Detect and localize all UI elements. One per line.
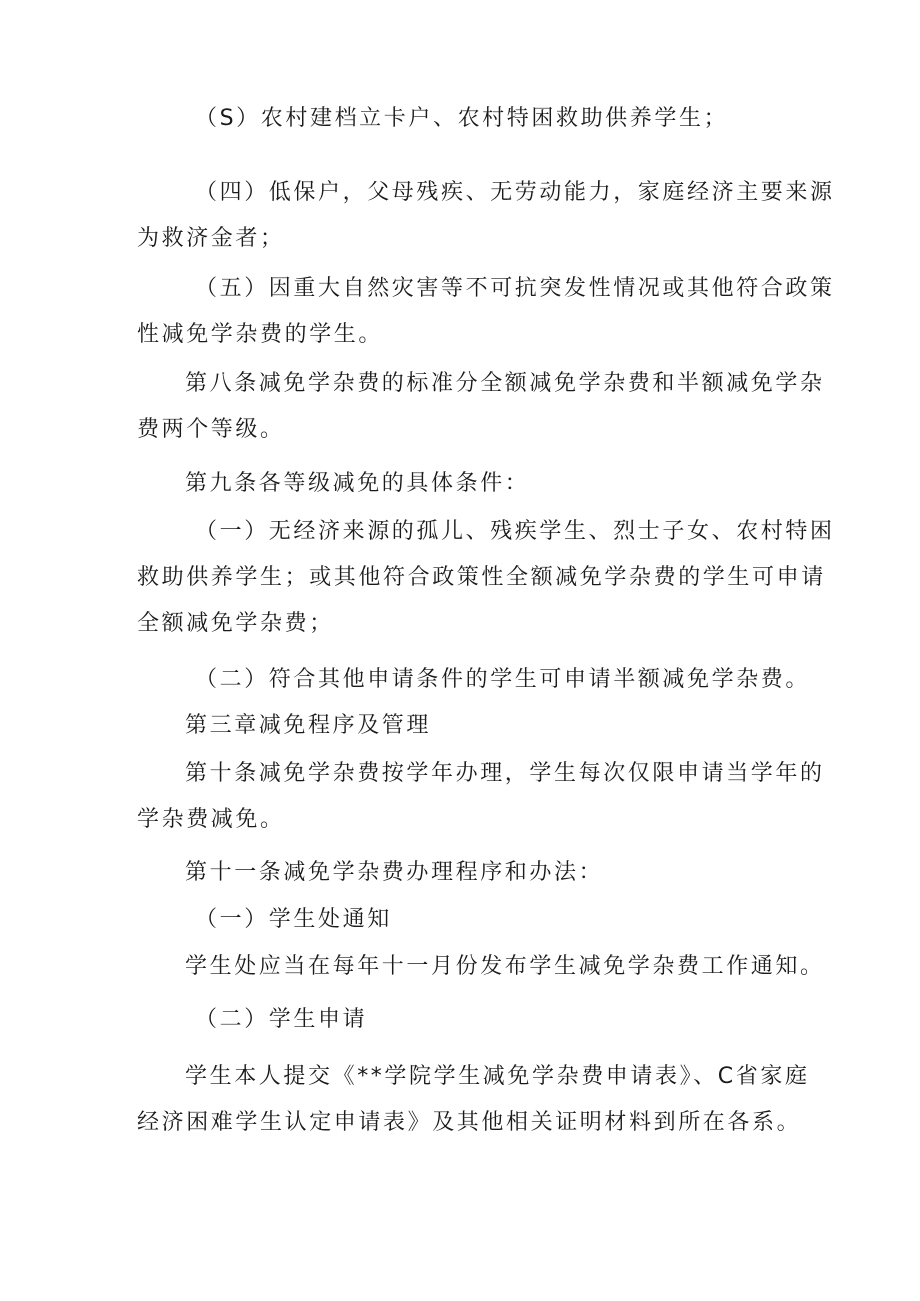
text-line: 学生处应当在每年十一月份发布学生减免学杂费工作通知。: [185, 954, 825, 979]
text-line: 救助供养学生；或其他符合政策性全额减免学杂费的学生可申请: [137, 565, 826, 590]
text-line: 为救济金者；: [137, 226, 285, 251]
text-line: 经济困难学生认定申请表》及其他相关证明材料到所在各系。: [137, 1110, 802, 1135]
item-four-paragraph: [137, 170, 835, 262]
text-line: 性减免学杂费的学生。: [137, 322, 384, 347]
text-line: 第九条各等级减免的具体条件：: [185, 471, 530, 496]
text-line: 费两个等级。: [137, 417, 285, 442]
text-line: 第三章减免程序及管理: [185, 713, 432, 738]
article-eleven-paragraph: [137, 850, 797, 896]
text-line: 第十条减免学杂费按学年办理，学生每次仅限申请当学年的: [185, 761, 825, 786]
step-one-heading: [137, 897, 797, 943]
text-line: 学生本人提交《**学院学生减免学杂费申请表》、C省家庭: [185, 1064, 810, 1089]
text-line: 学杂费减免。: [137, 807, 285, 832]
step-two-heading: [137, 997, 797, 1043]
text-line: 第八条减免学杂费的标准分全额减免学杂费和半额减免学杂: [185, 371, 825, 396]
text-line: （S）农村建档立卡户、农村特困救助供养学生；: [195, 106, 729, 131]
text-line: 第十一条减免学杂费办理程序和办法：: [185, 860, 604, 885]
item-three-paragraph: [137, 96, 797, 142]
condition-two-paragraph: [137, 657, 811, 703]
text-line: （一）学生处通知: [195, 907, 392, 932]
text-line: （二）学生申请: [195, 1007, 368, 1032]
chapter-three-heading: [137, 703, 797, 749]
text-line: （四）低保户，父母残疾、无劳动能力，家庭经济主要来源: [195, 180, 835, 205]
text-line: （二）符合其他申请条件的学生可申请半额减免学杂费。: [195, 667, 811, 692]
step-one-paragraph: [137, 944, 825, 990]
text-line: （五）因重大自然灾害等不可抗突发性情况或其他符合政策: [195, 276, 835, 301]
text-line: （一）无经济来源的孤儿、残疾学生、烈士子女、农村特困: [195, 519, 835, 544]
article-ten-paragraph: [137, 751, 825, 843]
item-five-paragraph: [137, 266, 835, 358]
step-two-paragraph: [137, 1054, 810, 1146]
condition-one-paragraph: [137, 509, 835, 647]
article-eight-paragraph: [137, 361, 825, 453]
article-nine-paragraph: [137, 461, 797, 507]
text-line: 全额减免学杂费；: [137, 611, 334, 636]
